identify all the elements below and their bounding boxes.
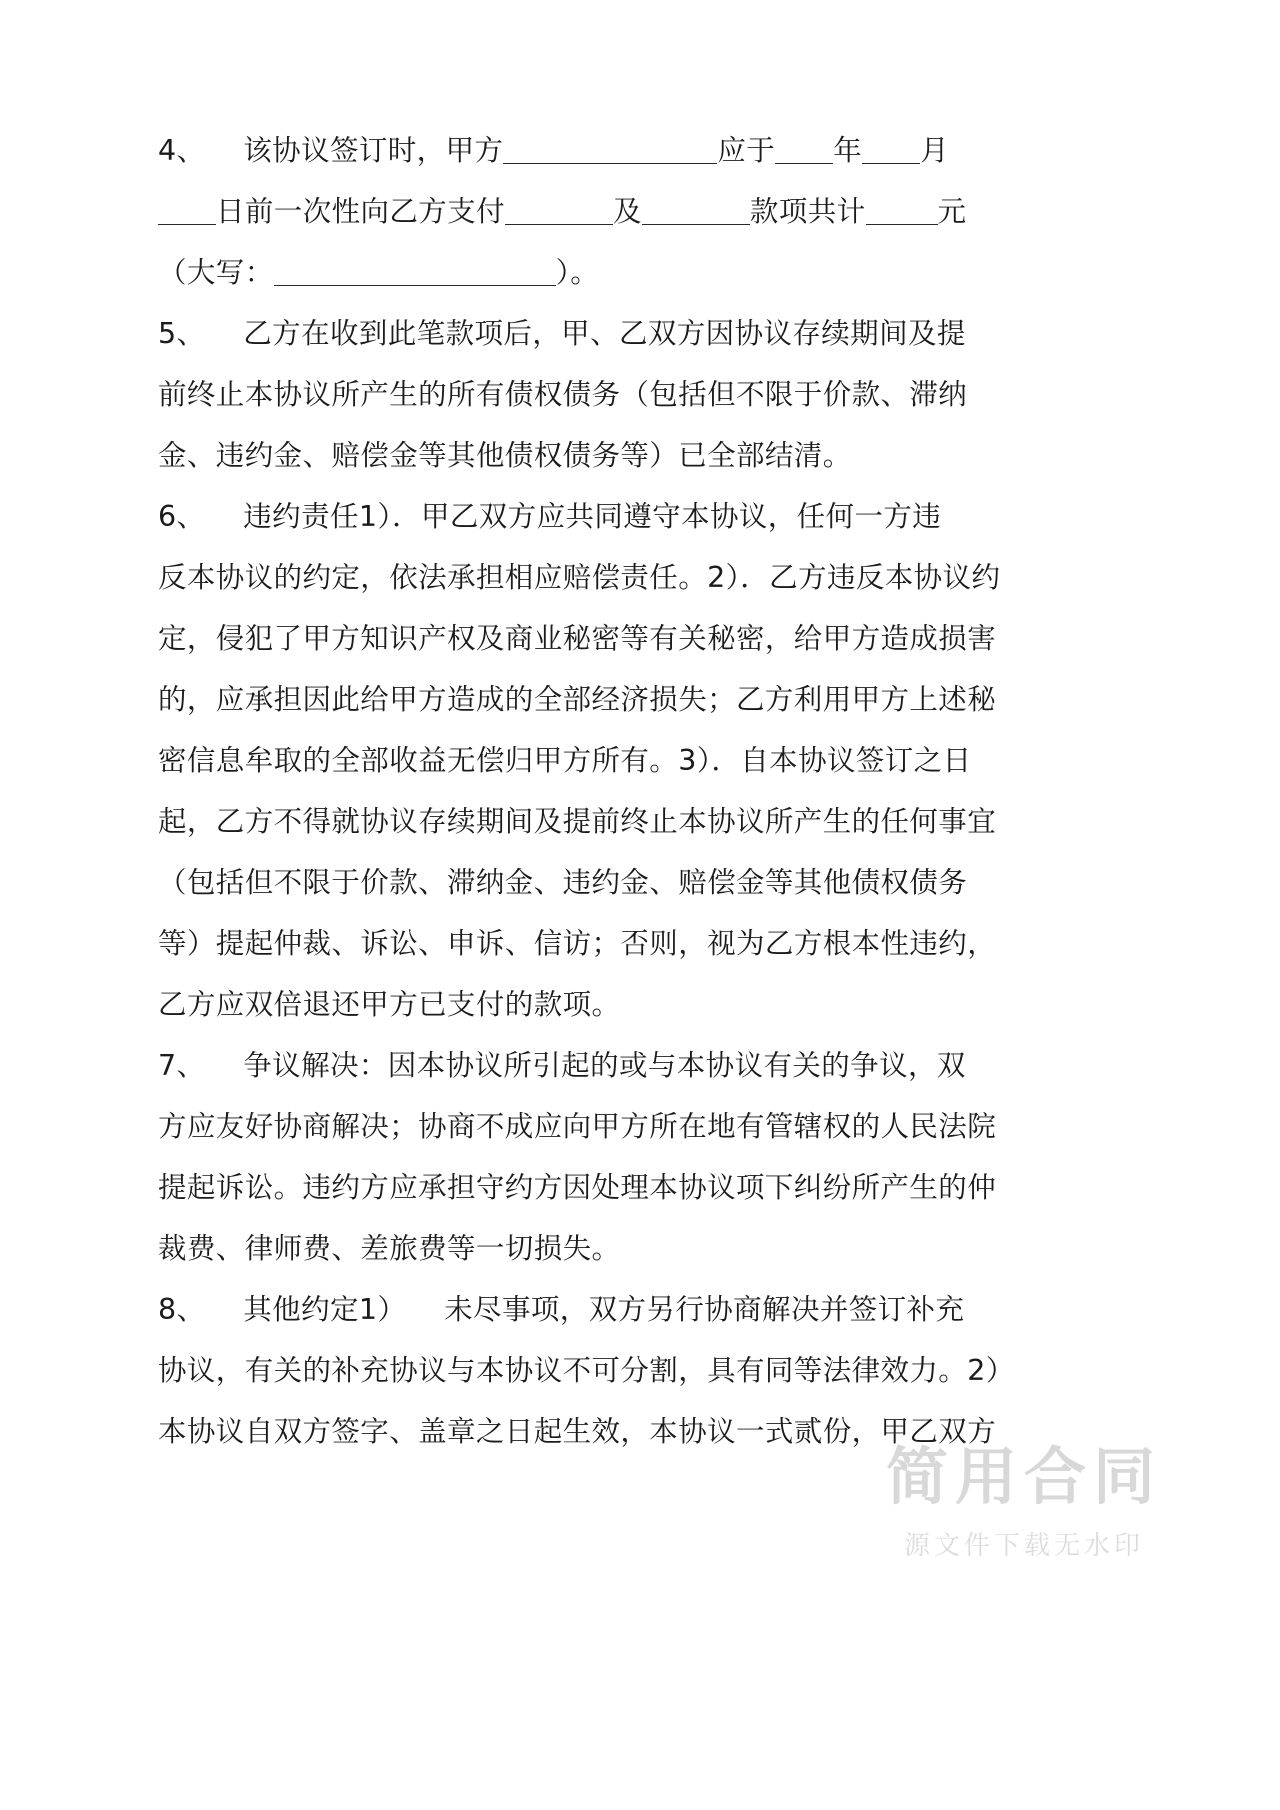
clause-8-line-3: 本协议自双方签字、盖章之日起生效，本协议一式贰份，甲乙双方 xyxy=(158,1415,997,1448)
clause-8-line-1 xyxy=(158,1279,1118,1340)
clause-4-text-2: 应于 xyxy=(717,134,776,167)
blank-payment-item-1[interactable] xyxy=(505,202,613,225)
blank-day[interactable] xyxy=(158,202,216,225)
blank-amount-in-words[interactable] xyxy=(274,263,556,286)
clause-6-line-4: 的，应承担因此给甲方造成的全部经济损失；乙方利用甲方上述秘 xyxy=(158,683,997,716)
clause-6-number: 6、 xyxy=(158,500,206,533)
clause-5-line-2: 前终止本协议所产生的所有债权债务（包括但不限于价款、滞纳 xyxy=(158,378,968,411)
watermark-subtitle: 源文件下载无水印 xyxy=(903,1531,1144,1561)
clause-7-line-2: 方应友好协商解决；协商不成应向甲方所在地有管辖权的人民法院 xyxy=(158,1110,997,1143)
blank-month[interactable] xyxy=(862,141,920,164)
clause-7-line-3: 提起诉讼。违约方应承担守约方因处理本协议项下纠纷所产生的仲 xyxy=(158,1171,997,1204)
clause-4-text-5: 日前一次性向乙方支付 xyxy=(216,195,506,228)
clause-4-number: 4、 xyxy=(158,134,206,167)
watermark-title: 简用合同 xyxy=(885,1439,1162,1513)
clause-5-text-1: 乙方在收到此笔款项后，甲、乙双方因协议存续期间及提 xyxy=(243,317,966,350)
clause-6-line-5: 密信息牟取的全部收益无偿归甲方所有。3）．自本协议签订之日 xyxy=(158,744,972,777)
clause-7-line-4: 裁费、律师费、差旅费等一切损失。 xyxy=(158,1232,621,1265)
clause-4-text-1: 该协议签订时，甲方 xyxy=(243,134,504,167)
clause-7-text-1: 争议解决：因本协议所引起的或与本协议有关的争议，双 xyxy=(243,1049,966,1082)
clause-8-number: 8、 xyxy=(158,1293,206,1326)
blank-party-a[interactable] xyxy=(503,141,717,164)
clause-6-line-3: 定，侵犯了甲方知识产权及商业秘密等有关秘密，给甲方造成损害 xyxy=(158,622,997,655)
clause-4-text-8: 元 xyxy=(937,195,967,228)
clause-5-line-1 xyxy=(158,303,1118,364)
clause-6-line-9: 乙方应双倍退还甲方已支付的款项。 xyxy=(158,988,621,1021)
clause-6-line-2: 反本协议的约定，依法承担相应赔偿责任。2）．乙方违反本协议约 xyxy=(158,561,1001,594)
clause-4-text-4: 月 xyxy=(920,134,950,167)
blank-year[interactable] xyxy=(775,141,833,164)
clause-4-text-3: 年 xyxy=(833,134,863,167)
clause-4-line-2 xyxy=(158,181,1118,242)
clause-5-line-3: 金、违约金、赔偿金等其他债权债务等）已全部结清。 xyxy=(158,439,852,472)
blank-payment-item-2[interactable] xyxy=(642,202,750,225)
clause-4-text-10: ）。 xyxy=(555,256,600,289)
clause-4-line-3 xyxy=(158,242,1118,303)
clause-7-line-1 xyxy=(158,1035,1118,1096)
clause-6-line-1 xyxy=(158,486,1118,547)
clause-6-line-6: 起，乙方不得就协议存续期间及提前终止本协议所产生的任何事宜 xyxy=(158,805,997,838)
document-body xyxy=(158,120,1118,1462)
clause-8-text-1: 其他约定1） 未尽事项，双方另行协商解决并签订补充 xyxy=(243,1293,965,1326)
clause-8-line-2: 协议，有关的补充协议与本协议不可分割，具有同等法律效力。2） xyxy=(158,1354,1015,1387)
blank-total-amount[interactable] xyxy=(866,202,938,225)
clause-5-number: 5、 xyxy=(158,317,206,350)
clause-4-text-7: 款项共计 xyxy=(749,195,866,228)
clause-6-line-8: 等）提起仲裁、诉讼、申诉、信访；否则，视为乙方根本性违约， xyxy=(158,927,997,960)
clause-4-text-9: （大写： xyxy=(158,256,274,289)
clause-4-text-6: 及 xyxy=(613,195,642,228)
clause-4-line-1 xyxy=(158,120,1118,181)
clause-7-number: 7、 xyxy=(158,1049,206,1082)
clause-6-text-1: 违约责任1）．甲乙双方应共同遵守本协议，任何一方违 xyxy=(243,500,942,533)
clause-6-line-7: （包括但不限于价款、滞纳金、违约金、赔偿金等其他债权债务 xyxy=(158,866,968,899)
